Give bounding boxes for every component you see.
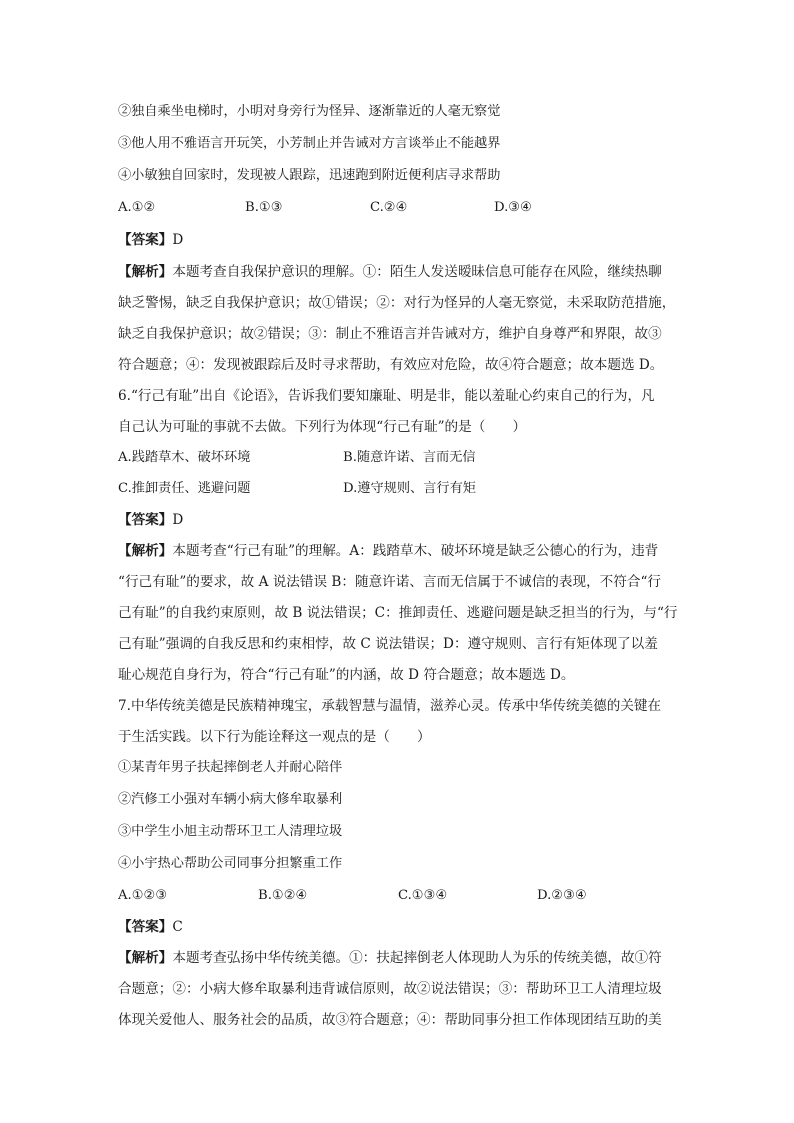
q6-analysis-line: 己有耻”强调的自我反思和约束相悖，故 C 说法错误；D：遵守规则、言行有矩体现了以羞 bbox=[118, 636, 658, 652]
q7-analysis-line bbox=[118, 948, 662, 968]
q5-analysis-line: 缺乏自我保护意识；故②错误；③：制止不雅语言并告诫对方，维护自身尊严和界限，故③ bbox=[118, 326, 662, 342]
q6-stem: 6.“行己有耻”出自《论语》，告诉我们要知廉耻、明是非，能以羞耻心约束自己的行为，凡 bbox=[118, 388, 655, 404]
answer-tag: 【答案】 bbox=[118, 232, 173, 248]
q5-option-b: B.①③ bbox=[245, 200, 283, 215]
q7-answer bbox=[118, 917, 183, 937]
q7-option-d: D.②③④ bbox=[537, 888, 587, 903]
answer-tag: 【答案】 bbox=[118, 919, 173, 935]
analysis-tag: 【解析】 bbox=[118, 264, 173, 280]
q7-stem: 于生活实践。以下行为能诠释这一观点的是（ ） bbox=[118, 729, 431, 745]
q5-option-d: D.③④ bbox=[494, 200, 532, 215]
q6-analysis-line: “行己有耻”的要求，故 A 说法错误 B：随意许诺、言而无信属于不诚信的表现，不符合“行 bbox=[118, 574, 661, 590]
q7-analysis-line: 合题意；②：小病大修牟取暴利违背诚信原则，故②说法错误；③：帮助环卫工人清理垃圾 bbox=[118, 981, 662, 997]
answer-tag: 【答案】 bbox=[118, 512, 173, 528]
answer-value: C bbox=[172, 919, 183, 935]
analysis-text: 本题考查弘扬中华传统美德。①：扶起摔倒老人体现助人为乐的传统美德，故①符 bbox=[172, 950, 662, 966]
q5-item-2: ②独自乘坐电梯时，小明对身旁行为怪异、逐渐靠近的人毫无察觉 bbox=[118, 104, 501, 119]
q6-option-c: C.推卸责任、逃避问题 bbox=[118, 481, 251, 496]
q5-option-a: A.①② bbox=[118, 200, 156, 215]
q7-option-b: B.①②④ bbox=[258, 888, 308, 903]
q6-option-a: A.践踏草木、破坏环境 bbox=[118, 450, 251, 465]
q6-analysis-line bbox=[118, 541, 658, 561]
q7-option-a: A.①②③ bbox=[118, 888, 168, 903]
q6-analysis-line: 己有耻”的自我约束原则，故 B 说法错误；C：推卸责任、逃避问题是缺乏担当的行为，与“行 bbox=[118, 605, 678, 621]
q6-answer bbox=[118, 510, 183, 530]
analysis-tag: 【解析】 bbox=[118, 543, 173, 559]
q6-analysis-line: 耻心规范自身行为，符合“行己有耻”的内涵，故 D 符合题意；故本题选 D。 bbox=[118, 667, 575, 683]
q5-answer bbox=[118, 230, 183, 250]
q5-option-c: C.②④ bbox=[370, 200, 408, 215]
analysis-text: 本题考查自我保护意识的理解。①：陌生人发送暧昧信息可能存在风险，继续热聊 bbox=[172, 264, 662, 280]
q5-item-3: ③他人用不雅语言开玩笑，小芳制止并告诫对方言谈举止不能越界 bbox=[118, 136, 501, 151]
analysis-tag: 【解析】 bbox=[118, 950, 173, 966]
q7-item-1: ①某青年男子扶起摔倒老人并耐心陪伴 bbox=[118, 760, 343, 775]
answer-value: D bbox=[172, 512, 184, 528]
q6-stem: 自己认为可耻的事就不去做。下列行为体现“行己有耻”的是（ ） bbox=[118, 419, 527, 435]
q5-analysis-line bbox=[118, 262, 662, 282]
q5-analysis-line: 符合题意；④：发现被跟踪后及时寻求帮助，有效应对危险，故④符合题意；故本题选 D。 bbox=[118, 357, 664, 373]
q7-option-c: C.①③④ bbox=[398, 888, 448, 903]
q7-item-2: ②汽修工小强对车辆小病大修牟取暴利 bbox=[118, 792, 343, 807]
q7-item-3: ③中学生小旭主动帮环卫工人清理垃圾 bbox=[118, 824, 343, 839]
answer-value: D bbox=[172, 232, 184, 248]
q7-item-4: ④小宇热心帮助公司同事分担繁重工作 bbox=[118, 856, 343, 871]
q6-option-d: D.遵守规则、言行有矩 bbox=[343, 481, 476, 496]
q7-analysis-line: 体现关爱他人、服务社会的品质，故③符合题意；④：帮助同事分担工作体现团结互助的美 bbox=[118, 1012, 662, 1028]
q5-analysis-line: 缺乏警惕，缺乏自我保护意识；故①错误；②：对行为怪异的人毫无察觉，未采取防范措施， bbox=[118, 295, 676, 311]
q7-stem: 7.中华传统美德是民族精神瑰宝，承载智慧与温情，滋养心灵。传承中华传统美德的关键在 bbox=[118, 698, 662, 714]
analysis-text: 本题考查“行己有耻”的理解。A：践踏草木、破坏环境是缺乏公德心的行为，违背 bbox=[172, 543, 659, 559]
q5-item-4: ④小敏独自回家时，发现被人跟踪，迅速跑到附近便利店寻求帮助 bbox=[118, 168, 501, 183]
q6-option-b: B.随意许诺、言而无信 bbox=[343, 450, 476, 465]
